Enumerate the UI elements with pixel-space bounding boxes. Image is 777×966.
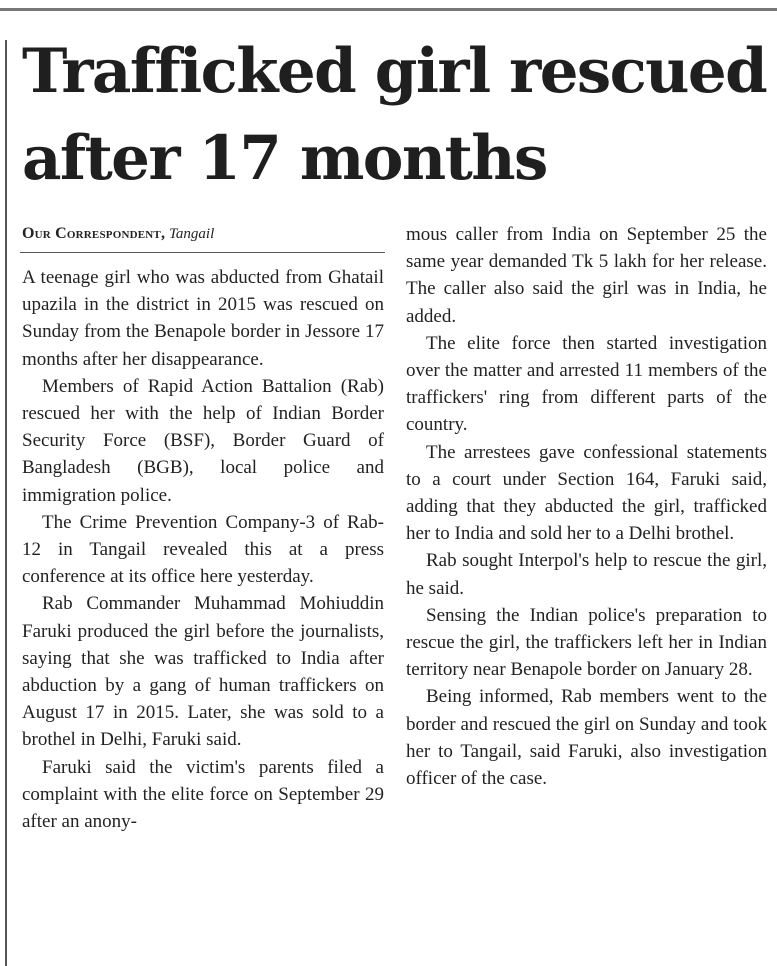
- byline: Our Correspondent, Tangail: [22, 225, 215, 242]
- left-column-rule: [5, 40, 7, 966]
- paragraph: Sensing the Indian police's preparation to rescue the girl, the traffickers left her in Indian territory near Benapole border on January 28.: [406, 604, 767, 681]
- byline-place: Tangail: [168, 226, 215, 242]
- byline-role: Our Correspondent: [22, 225, 161, 242]
- paragraph: Rab sought Interpol's help to rescue the girl, he said.: [406, 550, 767, 599]
- paragraph: The elite force then started investigation over the matter and arrested 11 members of the traffickers' ring from different parts of the country.: [406, 332, 767, 436]
- paragraph: Rab Commander Muhammad Mohiuddin Faruki produced the girl before the journalists, saying that she was trafficked to India after abduction by a gang of human traffickers on August 17 in 2015. Later, she was sold to a brothel in Delhi, Faruki said.: [22, 593, 384, 751]
- top-rule: [0, 8, 777, 11]
- article-column-1: [22, 264, 384, 835]
- paragraph: Faruki said the victim's parents filed a complaint with the elite force on September 29 after an anony-: [22, 756, 384, 833]
- article-headline: Trafficked girl rescued after 17 months: [22, 36, 767, 194]
- paragraph: Being informed, Rab members went to the border and rescued the girl on Sunday and took her to Tangail, said Faruki, also investigation officer of the case.: [406, 686, 767, 790]
- paragraph: The Crime Prevention Company-3 of Rab-12 in Tangail revealed this at a press conference at its office here yesterday.: [22, 511, 384, 588]
- article-column-2: [406, 221, 767, 792]
- paragraph: mous caller from India on September 25 the same year demanded Tk 5 lakh for her release. The caller also said the girl was in India, he added.: [406, 224, 767, 327]
- paragraph: Members of Rapid Action Battalion (Rab) rescued her with the help of Indian Border Security Force (BSF), Border Guard of Bangladesh (BGB), local police and immigration police.: [22, 375, 384, 506]
- paragraph: A teenage girl who was abducted from Ghatail upazila in the district in 2015 was rescued on Sunday from the Benapole border in Jessore 17 months after her disappearance.: [22, 267, 384, 370]
- byline-rule: [20, 252, 385, 253]
- paragraph: The arrestees gave confessional statements to a court under Section 164, Faruki said, adding that they abducted the girl, trafficked her to India and sold her to a Delhi brothel.: [406, 441, 767, 545]
